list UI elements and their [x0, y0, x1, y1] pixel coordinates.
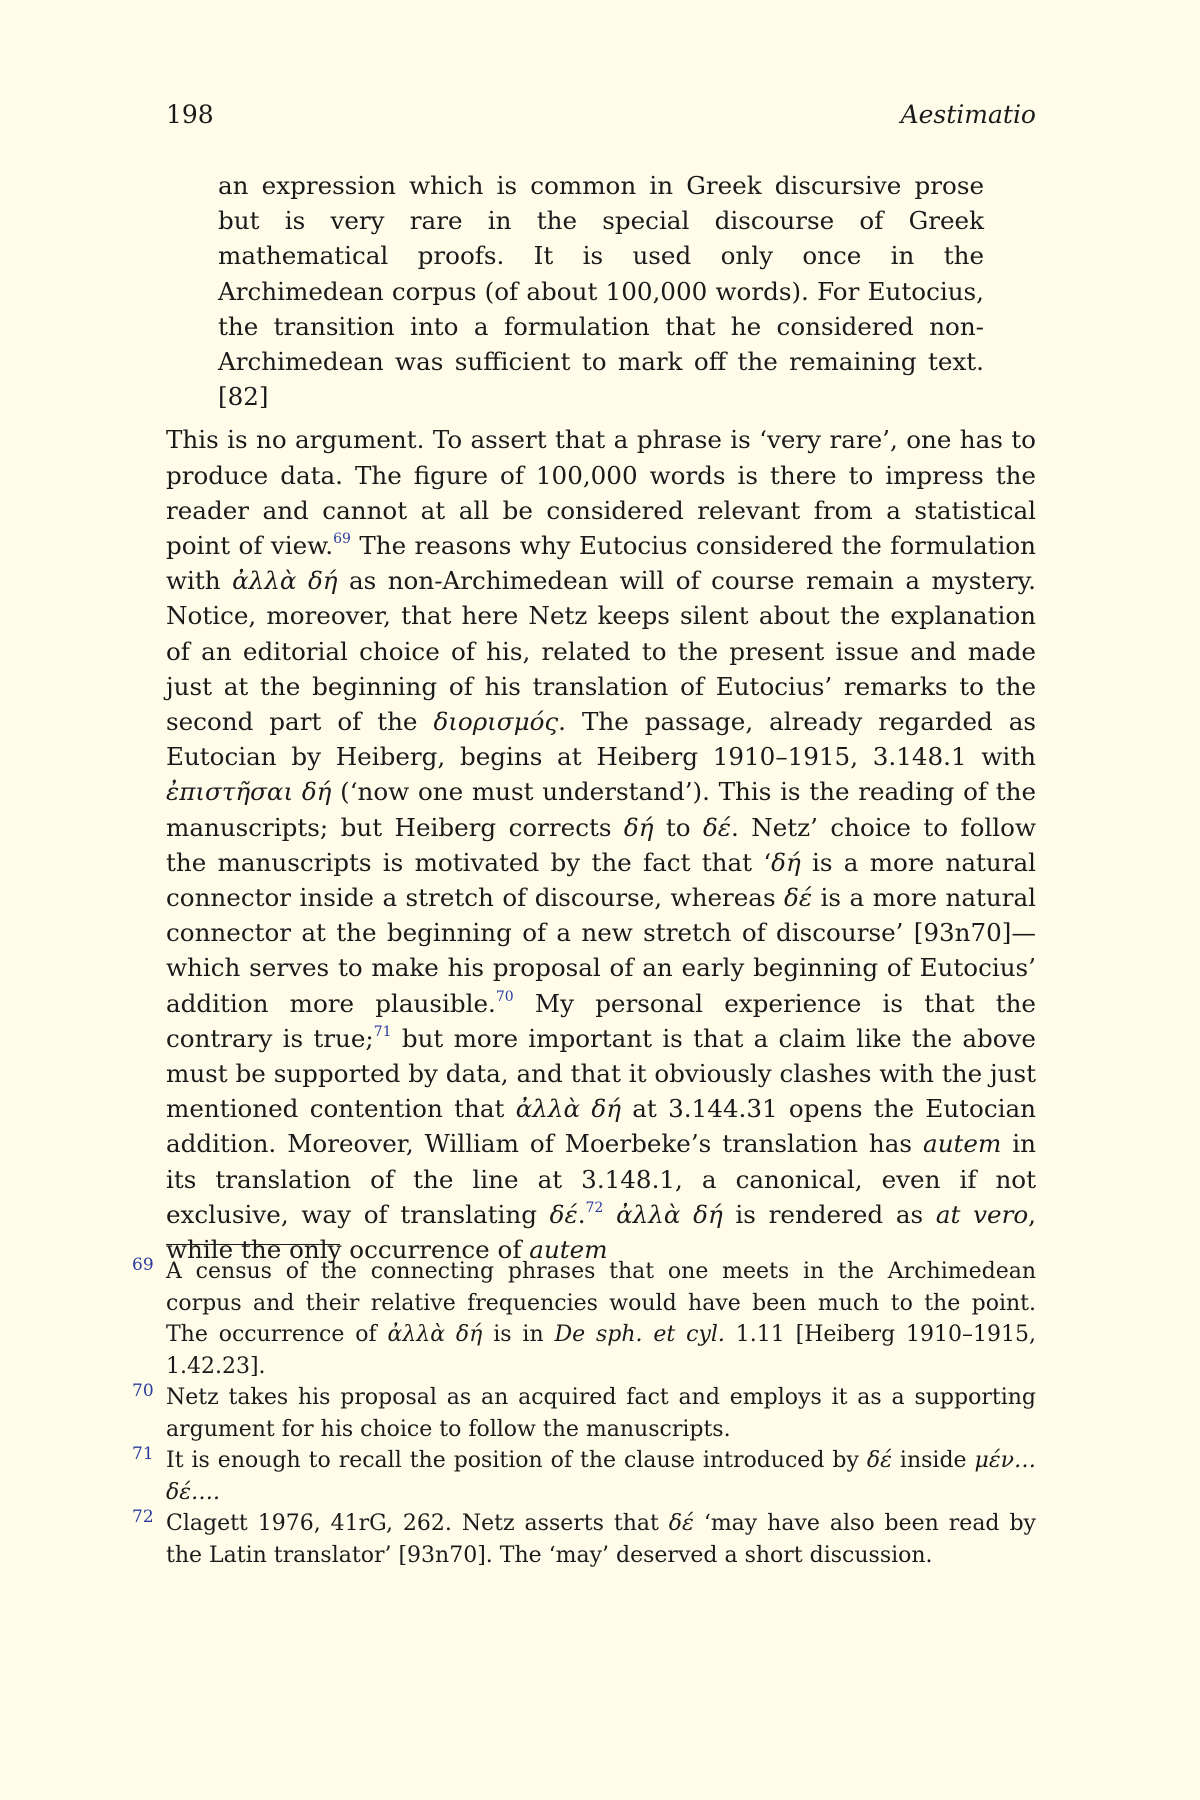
- text-run: .: [577, 1199, 586, 1229]
- footnote-number: 72: [132, 1507, 154, 1527]
- greek-text: δέ: [549, 1199, 578, 1229]
- footnote-text: is in: [482, 1322, 555, 1347]
- text-run: . Netz’ choice to follow the manuscripts is motivated by the fact that ‘: [166, 812, 1036, 877]
- text-run: as non-Archimedean will of course remain a mystery. Notice, moreover, that here Netz keeps silent about the explanation of an editorial choice of his, related to the present issue and made just at the beginning of his translation of Eutocius’ remarks to the second part of the: [166, 566, 1037, 737]
- greek-text: ἐπιστῆσαι δή: [166, 777, 332, 807]
- text-run: at 3.144.31 opens the Eutocian addition. Moreover, William of Moerbeke’s translation has: [166, 1094, 1036, 1159]
- footnote-ref-71[interactable]: 71: [373, 1023, 392, 1040]
- text-run: The reasons why Eutocius considered the formulation with: [166, 531, 1036, 596]
- text-run: is a more natural connector at the beginning of a new stretch of discourse’ [93n70]—which serves to make his proposal of an early beginning of Eutocius’ addition more plausible.: [166, 883, 1036, 1018]
- footnote-text: Netz takes his proposal as an acquired fact and employs it as a supporting argument for his choice to follow the manuscripts.: [166, 1385, 1036, 1442]
- footnotes: [132, 1255, 1037, 1571]
- work-title: De sph. et cyl.: [554, 1322, 725, 1347]
- greek-text: ἀλλὰ δή: [387, 1322, 483, 1347]
- footnote-number: 69: [132, 1255, 154, 1275]
- greek-text: δέ: [784, 883, 813, 913]
- footnote-71: [132, 1444, 1037, 1508]
- quote-text: an expression which is common in Greek discursive prose but is very rare in the special discourse of Greek mathematical proofs. It is used only once in the Archimedean corpus (of about 100,000 words). For Eutocius, the transition into a formulation that he considered non-Archimedean was sufficient to mark off the remaining text. [82]: [218, 171, 984, 412]
- footnote-text: A census of the connecting phrases that one meets in the Archimedean corpus and their relative frequencies would have been much to the point. The occurrence of: [166, 1259, 1036, 1347]
- latin-term: autem: [529, 1235, 608, 1265]
- footnote-ref-72[interactable]: 72: [585, 1199, 604, 1216]
- text-run: is a more natural connector inside a stretch of discourse, whereas: [166, 847, 1036, 913]
- footnote-70: [132, 1381, 1036, 1445]
- latin-term: autem: [923, 1129, 1002, 1159]
- text-run: , while the only occurrence of: [166, 1199, 1036, 1265]
- page-number: 198: [166, 100, 214, 129]
- footnote-ref-69[interactable]: 69: [333, 531, 351, 548]
- text-run: [603, 1200, 616, 1229]
- body-text: [166, 168, 1036, 1267]
- text-run: . The passage, already regarded as Eutocian by Heiberg, begins at Heiberg 1910–1915, 3.148.1 with: [166, 707, 1036, 772]
- greek-text: δέ: [866, 1448, 892, 1473]
- footnote-72: [132, 1507, 1036, 1571]
- text-run: My personal experience is that the contrary is true;: [166, 988, 1036, 1053]
- footnote-69: [132, 1255, 1036, 1382]
- greek-text: δέ: [702, 812, 731, 842]
- footnote-text: ‘may have also been read by the Latin translator’ [93n70]. The ‘may’ deserved a short discussion.: [166, 1511, 1036, 1568]
- block-quote: [218, 168, 984, 414]
- footnote-text: It is enough to recall the position of the clause introduced by: [166, 1448, 867, 1473]
- journal-title: Aestimatio: [900, 100, 1036, 129]
- main-paragraph: [166, 422, 1036, 1267]
- running-head: [166, 100, 1036, 134]
- text-run: in its translation of the line at 3.148.1, a canonical, even if not exclusive, way of translating: [166, 1129, 1036, 1229]
- footnote-text: Clagett 1976, 41rG, 262. Netz asserts that: [166, 1511, 669, 1536]
- text-run: to: [653, 812, 703, 842]
- text-run: but more important is that a claim like the above must be supported by data, and that it obviously clashes with the just mentioned contention that: [166, 1023, 1036, 1124]
- footnote-text: 1.11 [Heiberg 1910–1915, 1.42.23].: [166, 1322, 1036, 1379]
- footnote-number: 70: [132, 1381, 154, 1401]
- footnote-rule: [166, 1244, 340, 1245]
- greek-text: μέν… δέ….: [166, 1448, 1037, 1505]
- text-run: is rendered as: [722, 1199, 936, 1229]
- latin-term: at vero: [935, 1199, 1029, 1229]
- greek-text: ἀλλὰ δή: [515, 1094, 621, 1124]
- footnote-text: inside: [891, 1448, 975, 1473]
- greek-text: ἀλλὰ δή: [616, 1199, 723, 1229]
- greek-text: δή: [771, 847, 801, 877]
- greek-text: δή: [623, 812, 654, 842]
- text-run: This is no argument. To assert that a phrase is ‘very rare’, one has to produce data. The figure of 100,000 words is there to impress the reader and cannot at all be considered relevant from a statistical point of view.: [166, 425, 1036, 561]
- footnote-ref-70[interactable]: 70: [495, 988, 514, 1005]
- greek-text: ἀλλὰ δή: [232, 566, 338, 596]
- greek-text: δέ: [668, 1511, 694, 1536]
- text-run: (‘now one must understand’). This is the reading of the manuscripts; but Heiberg corrects: [166, 777, 1036, 842]
- footnote-number: 71: [132, 1444, 154, 1464]
- greek-text: διορισμός: [433, 707, 559, 737]
